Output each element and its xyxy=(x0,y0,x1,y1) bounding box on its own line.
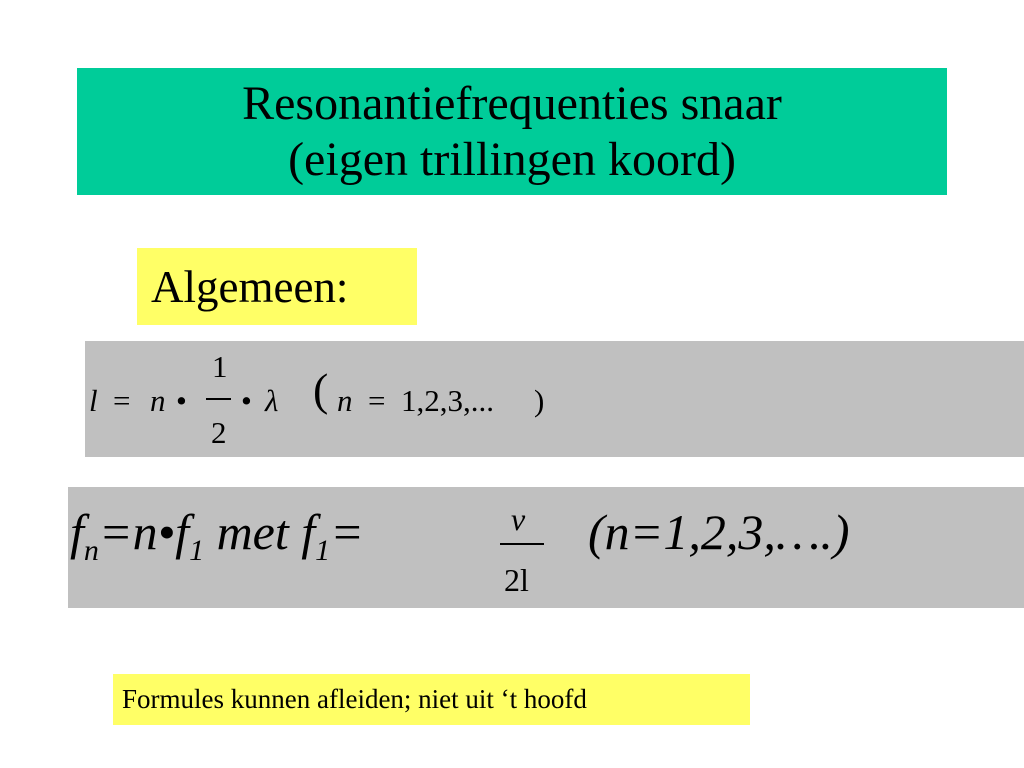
formula1-fraction-bar xyxy=(206,398,231,400)
formula1-open-paren: ( xyxy=(313,364,329,415)
formula2-main xyxy=(70,504,364,567)
formula1-dot-1: • xyxy=(176,383,187,418)
formula1-l: l xyxy=(89,383,98,418)
formula2-numerator: v xyxy=(511,501,526,537)
slide-title xyxy=(77,68,947,195)
formula1-cond-n: n xyxy=(337,383,353,418)
formula2-fraction-bar xyxy=(500,543,544,545)
formula2-f1: f xyxy=(175,504,190,560)
title-line-2: (eigen trillingen koord) xyxy=(288,132,736,186)
formula2-sub-1b: 1 xyxy=(315,534,331,567)
subheading-text: Algemeen: xyxy=(151,261,349,312)
formula1-denominator: 2 xyxy=(211,415,227,450)
formula1-close-paren: ) xyxy=(534,383,545,418)
formula-length xyxy=(85,341,1024,457)
formula1-cond-equals: = xyxy=(368,383,386,418)
formula2-met: met xyxy=(204,504,302,560)
formula1-n: n xyxy=(150,383,166,418)
subheading xyxy=(137,248,417,325)
formula1-numerator: 1 xyxy=(212,349,228,384)
formula2-f1b: f xyxy=(301,504,316,560)
formula1-dot-2: • xyxy=(241,383,252,418)
formula1-equals: = xyxy=(113,383,131,418)
formula2-condition: (n=1,2,3,….) xyxy=(588,504,850,560)
formula2-sub-n: n xyxy=(83,534,99,567)
note-text: Formules kunnen afleiden; niet uit ‘t hoofd xyxy=(122,684,587,714)
formula1-lambda: λ xyxy=(265,383,279,418)
formula2-f: f xyxy=(70,504,84,560)
formula2-equals: = xyxy=(330,504,364,560)
note xyxy=(113,674,750,725)
formula2-denominator: 2l xyxy=(504,562,529,598)
formula2-sub-1: 1 xyxy=(189,534,205,567)
formula1-cond-values: 1,2,3,... xyxy=(401,383,494,418)
formula2-eq-n-dot: =n• xyxy=(98,504,176,560)
formula-frequency xyxy=(68,487,1024,608)
title-line-1: Resonantiefrequenties snaar xyxy=(242,76,782,130)
